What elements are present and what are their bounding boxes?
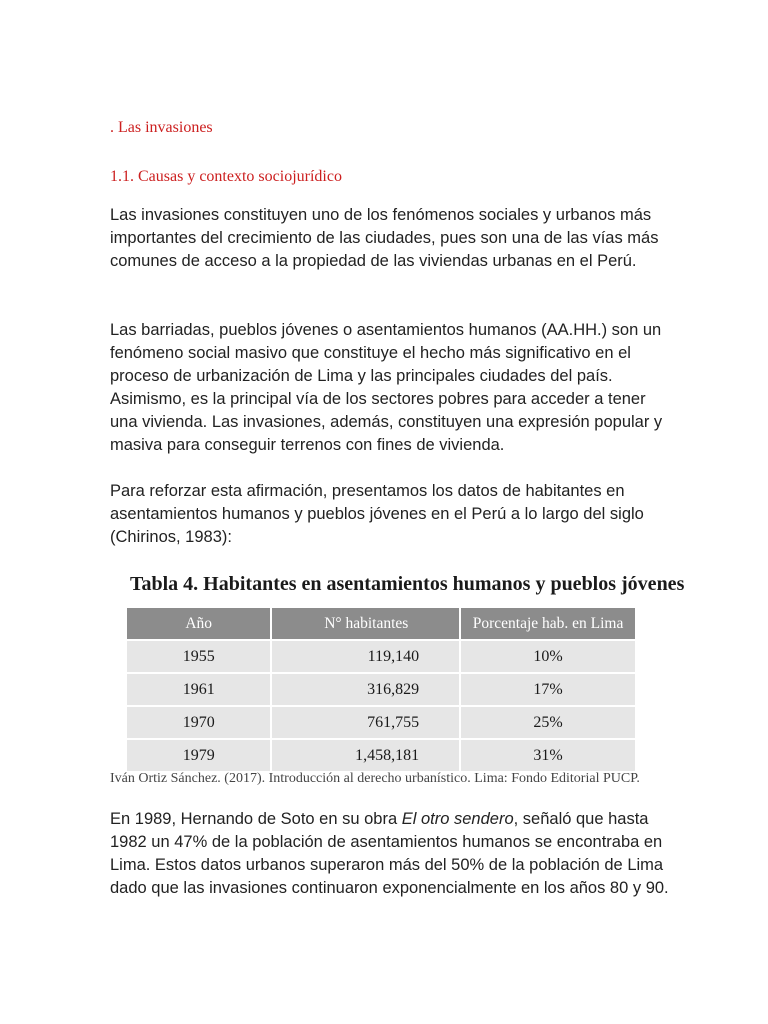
table-row: [127, 640, 635, 673]
population-table: [127, 608, 635, 771]
cell-inhabitants: 316,829: [271, 673, 460, 706]
cell-year: 1961: [127, 673, 271, 706]
paragraph-2: Las barriadas, pueblos jóvenes o asentamientos humanos (AA.HH.) son un fenómeno social masivo que constituye el hecho más significativo en el proceso de urbanización de Lima y las principales ciudades del país. Asimismo, es la principal vía de los sectores pobres para acceder a tener una vivienda. Las invasiones, además, constituyen una expresión popular y masiva para conseguir terrenos con fines de vivienda.: [110, 321, 663, 454]
table-row: [127, 673, 635, 706]
table-row: [127, 739, 635, 771]
column-header-inhabitants: N° habitantes: [271, 608, 460, 640]
paragraph-3: Para reforzar esta afirmación, presentamos los datos de habitantes en asentamientos humanos y pueblos jóvenes en el Perú a lo largo del siglo (Chirinos, 1983):: [110, 482, 644, 546]
cell-percentage: 10%: [460, 640, 635, 673]
section-heading: . Las invasiones: [110, 119, 213, 136]
table-row: [127, 706, 635, 739]
paragraph-1: Las invasiones constituyen uno de los fenómenos sociales y urbanos más importantes del crecimiento de las ciudades, pues son una de las vías más comunes de acceso a la propiedad de las viviendas urbanas en el Perú.: [110, 206, 659, 270]
book-title: El otro sendero: [401, 810, 514, 828]
cell-inhabitants: 1,458,181: [271, 739, 460, 771]
cell-inhabitants: 119,140: [271, 640, 460, 673]
paragraph-4-text-before: En 1989, Hernando de Soto en su obra: [110, 810, 402, 828]
cell-inhabitants: 761,755: [271, 706, 460, 739]
paragraph-4: [110, 808, 670, 900]
cell-year: 1970: [127, 706, 271, 739]
cell-year: 1979: [127, 739, 271, 771]
table-header-row: [127, 608, 635, 640]
cell-percentage: 31%: [460, 739, 635, 771]
cell-percentage: 25%: [460, 706, 635, 739]
table-caption: Iván Ortiz Sánchez. (2017). Introducción al derecho urbanístico. Lima: Fondo Editorial PUCP.: [110, 771, 640, 786]
subsection-heading: 1.1. Causas y contexto sociojurídico: [110, 168, 342, 185]
table-title: Tabla 4. Habitantes en asentamientos humanos y pueblos jóvenes: [130, 573, 685, 595]
column-header-percentage: Porcentaje hab. en Lima: [460, 608, 635, 640]
cell-percentage: 17%: [460, 673, 635, 706]
paragraph-4-text-after: , señaló que hasta 1982 un 47% de la población de asentamientos humanos se encontraba en Lima. Estos datos urbanos superaron más del 50% de la población de Lima dado que las invasiones continuaron exponencialmente en los años 80 y 90.: [110, 810, 669, 897]
cell-year: 1955: [127, 640, 271, 673]
column-header-year: Año: [127, 608, 271, 640]
